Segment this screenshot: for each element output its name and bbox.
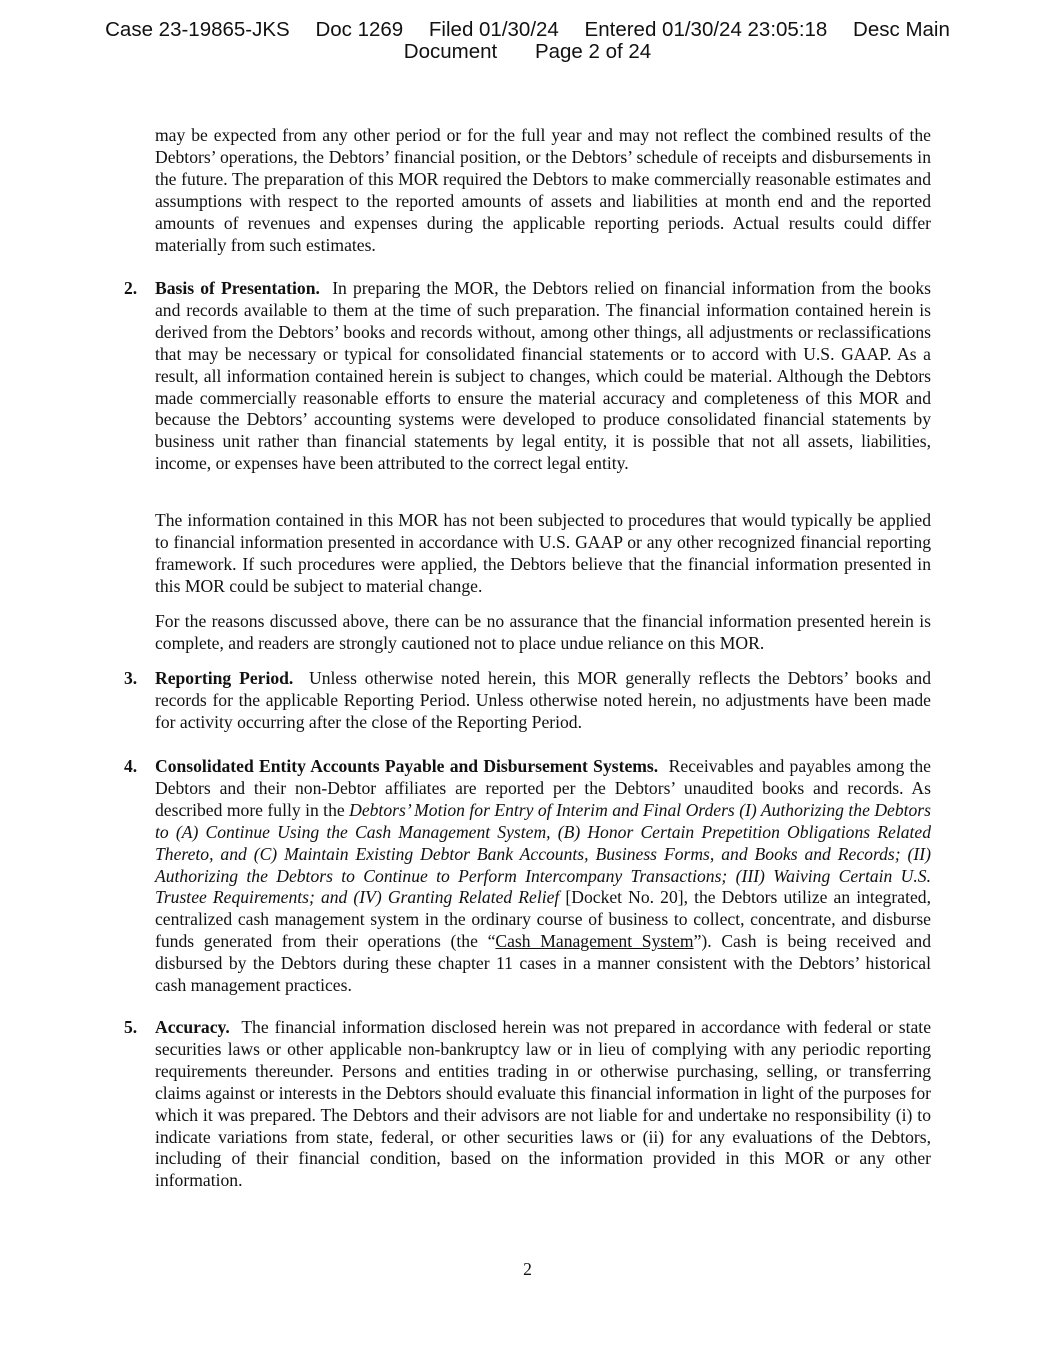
court-filing-header (0, 19, 1055, 63)
section-text: ”). Cash is being received and disbursed by the Debtors during these chapter 11 cases in a manner consistent with the Debtors’ historical cash management practices. (155, 931, 931, 996)
section-2-paragraph-2: The information contained in this MOR has not been subjected to procedures that would typically be applied to financial information presented in accordance with U.S. GAAP or any other recognized financial reporting framework. If such procedures were applied, the Debtors believe that the financial information presented in this MOR could be subject to material change. (155, 510, 931, 596)
doc-number: Doc 1269 (315, 18, 404, 41)
section-paragraph (155, 278, 931, 475)
header-line-2 (0, 41, 1055, 63)
section-text: [Docket No. 20], the Debtors utilize an integrated, centralized cash management system in the ordinary course of business to collect, concentrate, and disburse funds generated from their operations (the “ (155, 887, 931, 952)
section-text: The financial information disclosed herein was not prepared in accordance with federal or state securities laws or other applicable non-bankruptcy law or in lieu of complying with any periodic reporting requirements thereunder. Persons and entities trading in or otherwise purchasing, selling, or transferring claims against or interests in the Debtors should evaluate this financial information in light of the purposes for which it was prepared. The Debtors and their advisors are not liable for and undertake no responsibility (i) to indicate variations from state, federal, or other securities laws or (ii) for any evaluations of the Debtors, including of their financial condition, based on the information provided in this MOR or any other information. (155, 1017, 932, 1191)
motion-title: Debtors’ Motion for Entry of Interim and Final Orders (I) Authorizing the Debtors to (A) Continue Using the Cash Management System, (B) Honor Certain Prepetition Obligations Related Thereto, and (C) Maintain Existing Debtor Bank Accounts, Business Forms, and Books and Records; (II) Authorizing the Debtors to Continue to Perform Intercompany Transactions; (III) Waiving Certain U.S. Trustee Requirements; and (IV) Granting Related Relief (155, 799, 932, 908)
section-paragraph (155, 756, 931, 997)
section-number: 4. (124, 756, 138, 776)
section-heading: Basis of Presentation. (155, 278, 320, 298)
section-heading: Reporting Period. (155, 668, 294, 688)
section-2 (124, 278, 932, 475)
section-heading: Accuracy. (155, 1017, 230, 1037)
entered-date: Entered 01/30/24 23:05:18 (584, 18, 828, 41)
header-line-1 (0, 19, 1055, 41)
section-text: Receivables and payables among the Debtors and their non-Debtor affiliates are reported per the Debtors’ unaudited books and records. As described more fully in the (155, 756, 931, 820)
section-2-paragraph-3: For the reasons discussed above, there can be no assurance that the financial information presented herein is complete, and readers are strongly cautioned not to place undue reliance on this MOR. (155, 611, 931, 653)
section-number: 2. (124, 278, 138, 298)
page-indicator: Page 2 of 24 (534, 40, 652, 63)
section-number: 3. (124, 668, 138, 688)
defined-term: Cash Management System (495, 931, 694, 952)
section-5 (124, 1017, 932, 1192)
section-4 (124, 756, 932, 997)
section-paragraph (155, 1017, 931, 1192)
intro-paragraph: may be expected from any other period or for the full year and may not reflect the combined results of the Debtors’ operations, the Debtors’ financial position, or the Debtors’ schedule of receipts and disbursements in the future. The preparation of this MOR required the Debtors to make commercially reasonable estimates and assumptions with respect to the reported amounts of assets and liabilities at month end and the reported amounts of revenues and expenses during the applicable reporting periods. Actual results could differ materially from such estimates. (155, 125, 931, 255)
page-number: 2 (523, 1259, 532, 1279)
filed-date: Filed 01/30/24 (428, 18, 559, 41)
section-3 (124, 668, 932, 734)
section-text: Unless otherwise noted herein, this MOR generally reflects the Debtors’ books and records for the applicable Reporting Period. Unless otherwise noted herein, no adjustments have been made for activity occurring after the close of the Reporting Period. (155, 668, 932, 732)
doc-description: Desc Main (853, 18, 950, 41)
case-number: Case 23-19865-JKS (105, 18, 290, 41)
doc-type: Document (403, 40, 498, 63)
section-heading: Consolidated Entity Accounts Payable and Disbursement Systems. (155, 756, 659, 776)
section-text: In preparing the MOR, the Debtors relied on financial information from the books and records available to them at the time of such preparation. The financial information contained herein is derived from the Debtors’ books and records without, among other things, all adjustments or reclassifications that may be necessary or typical for consolidated financial statements or to accord with U.S. GAAP. As a result, all information contained herein is subject to changes, which could be material. Although the Debtors made commercially reasonable efforts to ensure the material accuracy and completeness of this MOR and because the Debtors’ accounting systems were developed to produce consolidated financial statements by business unit rather than financial statements by legal entity, it is possible that not all assets, liabilities, income, or expenses have been attributed to the correct legal entity. (155, 278, 932, 474)
section-number: 5. (124, 1017, 138, 1037)
section-paragraph (155, 668, 931, 734)
